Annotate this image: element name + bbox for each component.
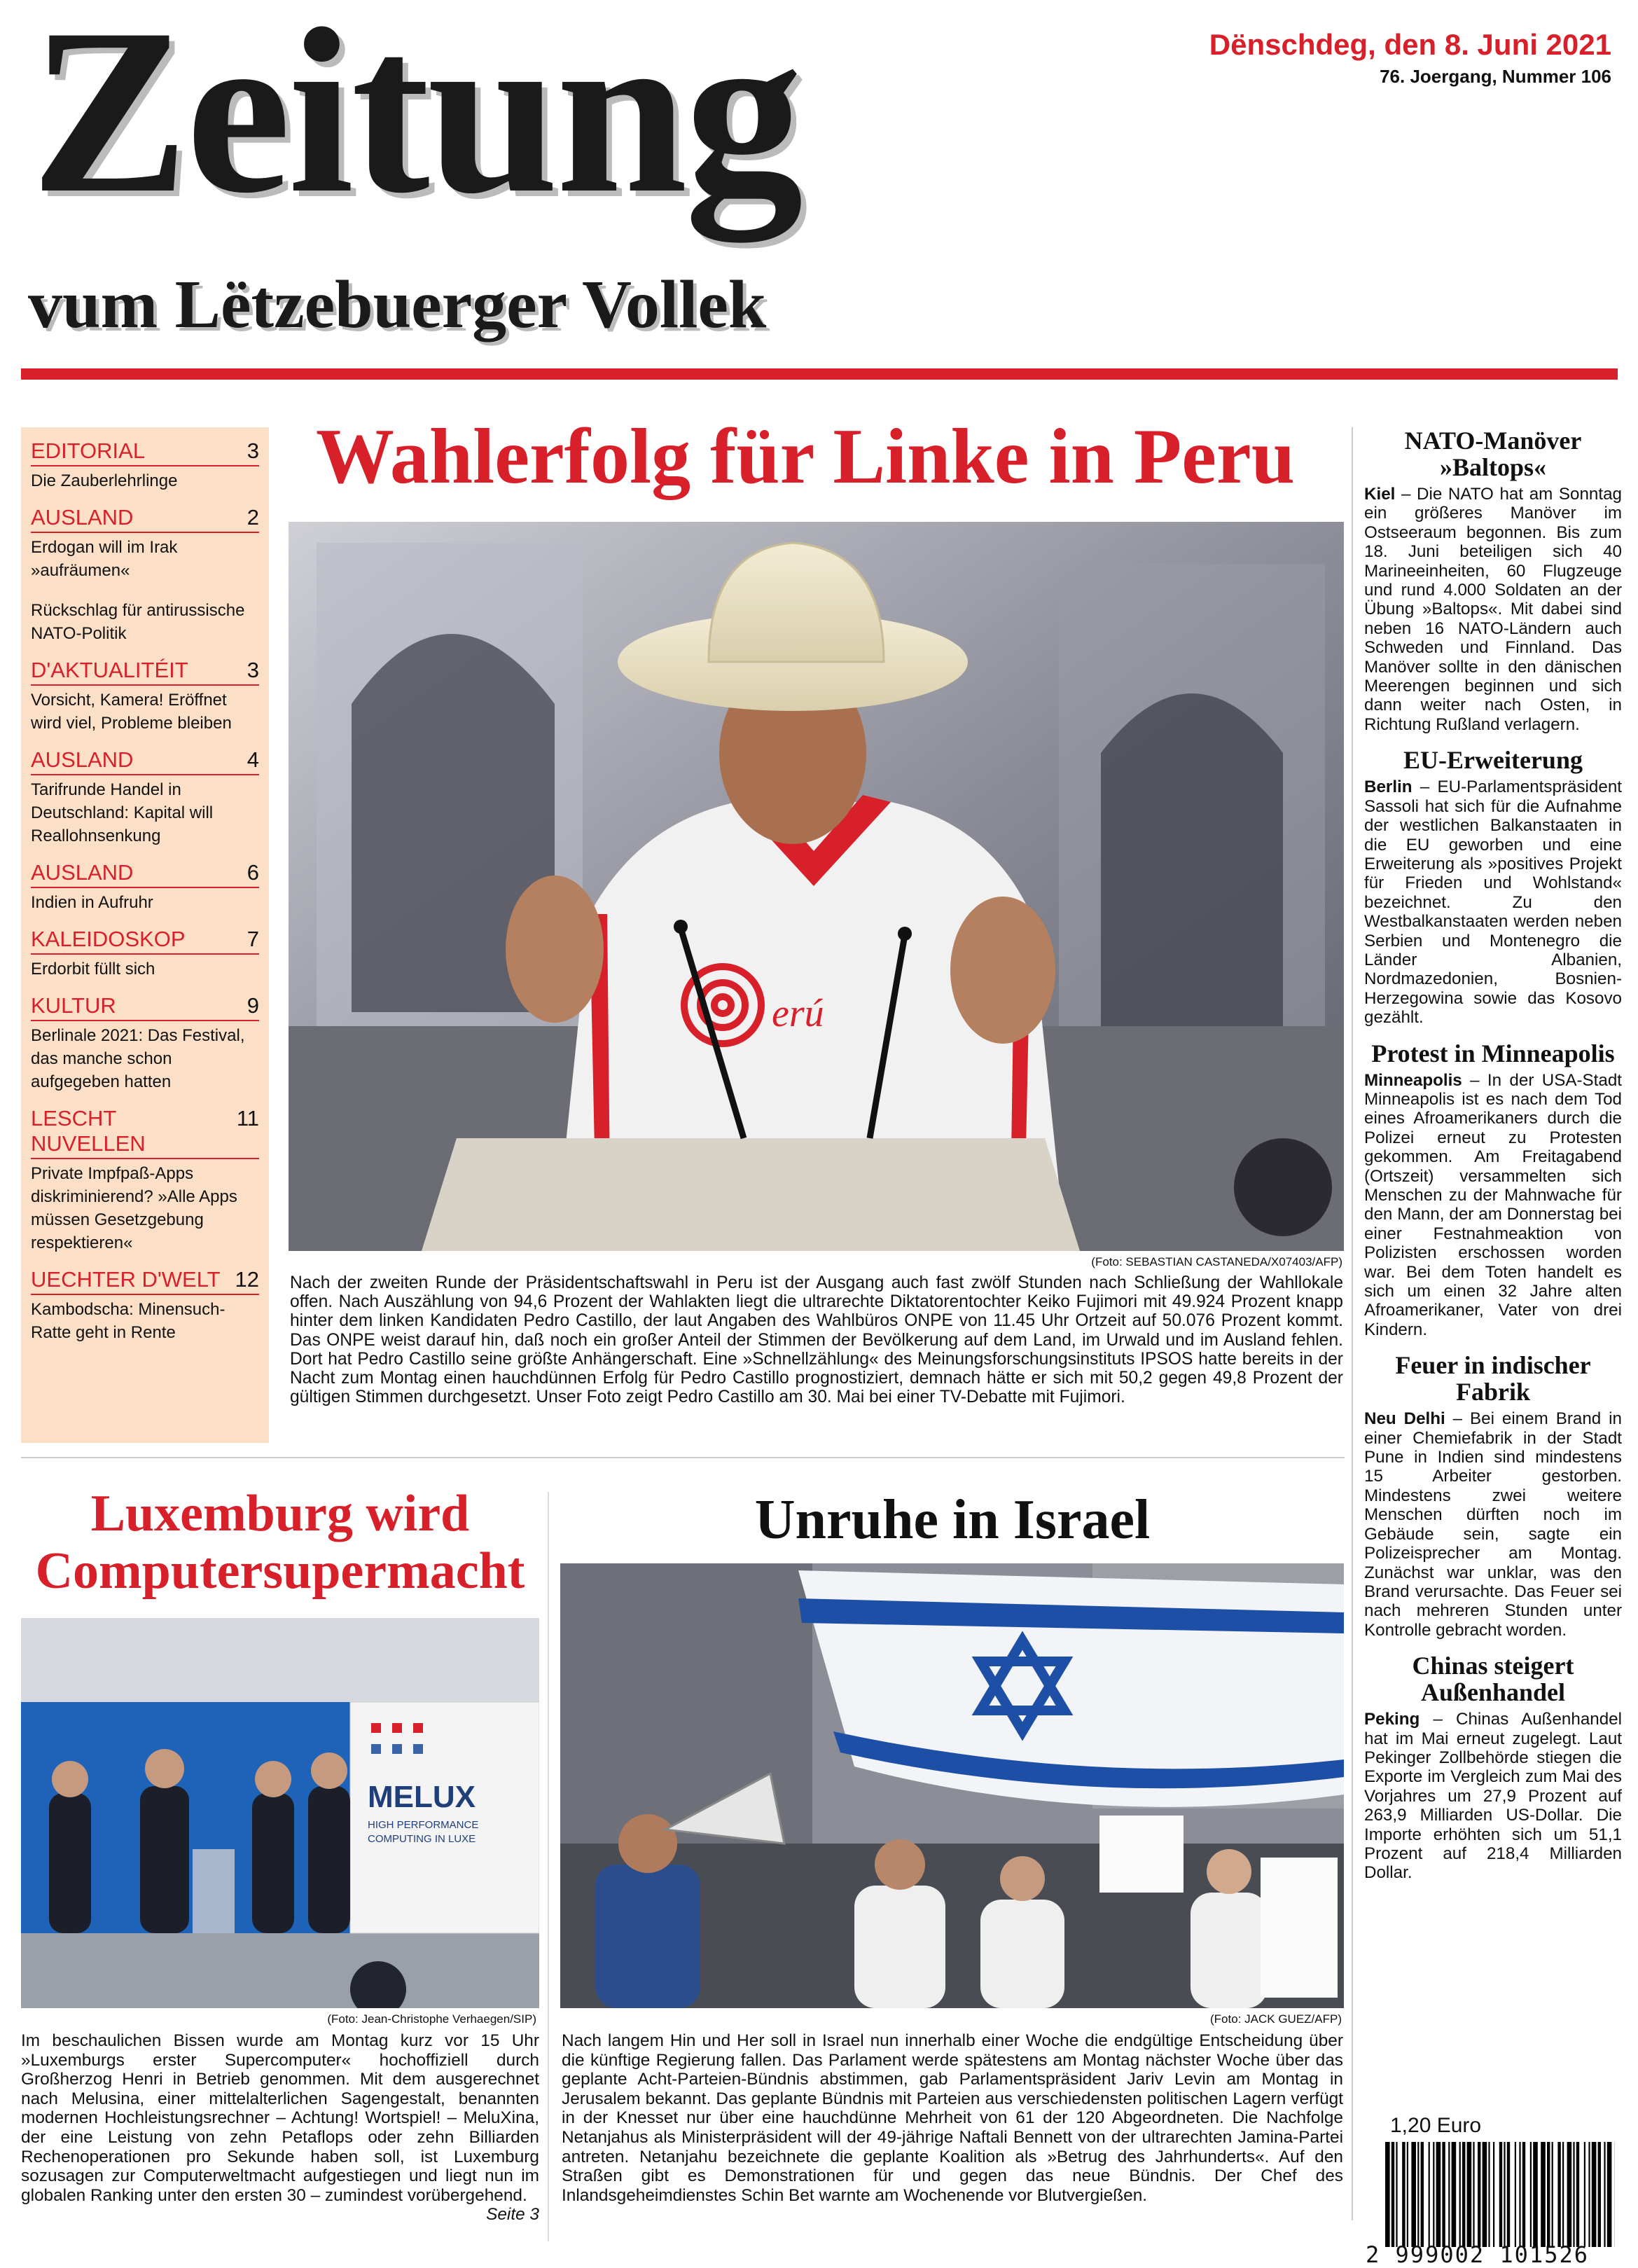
lux-article-text <box>21 2031 539 2225</box>
toc-item[interactable]: Rückschlag für antirussische NATO-Politik <box>31 599 259 645</box>
barcode-bar <box>1442 2142 1445 2247</box>
barcode-bar <box>1452 2142 1457 2247</box>
news-brief <box>1364 427 1622 734</box>
barcode-bar <box>1557 2142 1560 2247</box>
lead-headline[interactable]: Wahlerfolg für Linke in Peru <box>287 412 1324 502</box>
toc-item[interactable]: Die Zauberlehrlinge <box>31 469 259 492</box>
barcode-bar <box>1385 2142 1390 2247</box>
contents-sidebar <box>21 427 269 1443</box>
toc-section <box>31 1267 259 1344</box>
toc-section-heading[interactable] <box>31 927 259 955</box>
news-brief-title[interactable]: Protest in Minneapolis <box>1364 1040 1622 1067</box>
lead-photo[interactable] <box>289 522 1344 1251</box>
melux-sign-line2: COMPUTING IN LUXE <box>368 1833 476 1845</box>
news-brief-dateline: Kiel <box>1364 485 1395 504</box>
barcode-bar <box>1448 2142 1450 2247</box>
news-brief-body: – Die NATO hat am Sonntag ein größeres Manöver im Ostseeraum begonnen. Bis zum 18. Juni beteiligen sich 40 Marineeinheiten, 60 Flugzeuge und rund 4.000 Soldaten an der Übung »Baltops«. Mit dabei sind neben 16 NATO-Ländern auch Schweden und Finnland. Das Manöver sollte in den dänischen Meerengen beginnen und sich dann weiter nach Osten, in Richtung Rußland verlagern. <box>1364 485 1622 734</box>
toc-section <box>31 860 259 914</box>
barcode-bar <box>1433 2142 1434 2247</box>
section-divider <box>21 1457 1345 1458</box>
barcode-bar <box>1391 2142 1394 2247</box>
barcode-bar <box>1459 2142 1461 2247</box>
jacket-text: erú <box>772 992 824 1035</box>
news-brief-body: – Bei einem Brand in einer Chemiefabrik in der Stadt Pune in Indien sind mindestens 15 Arbeiter gestorben. Mindestens zwei weitere Menschen dürften noch im Gebäude sein, sagte ein Polizeisprecher am Montag. Zunächst war unklar, was den Brand verursachte. Das Feuer sei nach mehreren Stunden unter Kontrolle gebracht worden. <box>1364 1409 1622 1639</box>
news-brief-dateline: Peking <box>1364 1710 1420 1729</box>
toc-page-number: 9 <box>247 993 259 1018</box>
toc-section <box>31 658 259 735</box>
briefs-column-rule <box>1352 427 1353 2220</box>
news-brief-body: – Chinas Außenhandel hat im Mai erneut zugelegt. Laut Pekinger Zollbehörde stiegen die Exporte im Vergleich zum Mai des Vorjahres um 27,9 Prozent auf 263,9 Milliarden US-Dollar. Die Importe erhöhten sich um 51,1 Prozent auf 218,4 Milliarden Dollar. <box>1364 1710 1622 1882</box>
israel-headline[interactable]: Unruhe in Israel <box>560 1488 1345 1551</box>
toc-section-title: AUSLAND <box>31 505 133 530</box>
melux-sign-title: MELUX <box>368 1780 476 1814</box>
toc-section-heading[interactable] <box>31 438 259 466</box>
barcode-bar <box>1493 2142 1494 2247</box>
column-divider <box>548 1492 549 2241</box>
toc-section-heading[interactable] <box>31 747 259 775</box>
lux-page-ref[interactable]: Seite 3 <box>486 2205 539 2225</box>
israel-article-text: Nach langem Hin und Her soll in Israel nun innerhalb einer Woche die endgültige Entscheidung über die künftige Regierung fallen. Das Parlament werde spätestens am Montag nächster Woche über das geplante Acht-Parteien-Bündnis abstimmen, gab Parlamentspräsident Jariv Levin am Montag in Jerusalem bekannt. Das geplante Bündnis mit Parteien aus verschiedensten politischen Lagern verfügt in der Knesset nur über eine hauchdünne Mehrheit von 61 der 120 Abgeordneten. Die Nachfolge Netanjahus als Ministerpräsident will der 49-jährige Naftali Bennett von der ultrarechten Jamina-Partei antreten. Netanjahu bezeichnete die geplante Koalition als »Betrug des Jahrhunderts«. Auf den Straßen gibt es Demonstrationen für und gegen das neue Bündnis. Der Chef des Inlandsgeheimdienstes Schin Bet warnte am Wochenende vor Blutvergießen. <box>562 2031 1343 2205</box>
toc-page-number: 3 <box>247 438 259 464</box>
lux-photo-credit: (Foto: Jean-Christophe Verhaegen/SIP) <box>21 2012 536 2026</box>
barcode-bar <box>1547 2142 1550 2247</box>
news-brief <box>1364 747 1622 1027</box>
toc-page-number: 12 <box>235 1267 259 1292</box>
lux-headline[interactable]: Luxemburg wird Computersupermacht <box>21 1485 539 1600</box>
news-brief-body: – In der USA-Stadt Minneapolis ist es nach dem Tod eines Afroamerikaners durch die Polizei erneut zu Protesten gekommen. Am Freitagabend (Ortszeit) versammelten sich Menschen zu der Mahnwache für den Mann, der am Donnerstag bei einer Festnahmeaktion von Polizisten erschossen worden war. Bei dem Toten handelt es sich um einen 32 Jahre alten Afroamerikaner, Vater von drei Kindern. <box>1364 1071 1622 1339</box>
barcode-bar <box>1467 2142 1472 2247</box>
melux-sign-line1: HIGH PERFORMANCE <box>368 1819 478 1831</box>
toc-section-heading[interactable] <box>31 1267 259 1295</box>
barcode-bar <box>1598 2142 1601 2247</box>
barcode-bar <box>1504 2142 1505 2247</box>
lead-photo-image <box>289 522 1344 1251</box>
barcode-bar <box>1417 2142 1419 2247</box>
barcode-bar <box>1533 2142 1538 2247</box>
news-brief-title[interactable]: Feuer in indischer Fabrik <box>1364 1352 1622 1405</box>
news-brief-text <box>1364 1710 1622 1883</box>
barcode-bar <box>1483 2142 1487 2247</box>
toc-section-heading[interactable] <box>31 860 259 888</box>
toc-item[interactable]: Indien in Aufruhr <box>31 891 259 914</box>
barcode-bar <box>1421 2142 1424 2247</box>
barcode-bar <box>1478 2142 1480 2247</box>
toc-item[interactable]: Kambodscha: Minensuch-Ratte geht in Rente <box>31 1298 259 1344</box>
barcode-bar <box>1402 2142 1405 2247</box>
toc-page-number: 7 <box>247 927 259 952</box>
toc-section-heading[interactable] <box>31 993 259 1021</box>
toc-section-title: AUSLAND <box>31 860 133 885</box>
masthead-title: Zeitung <box>31 0 800 230</box>
barcode-bar <box>1396 2142 1397 2247</box>
lux-photo[interactable] <box>21 1618 539 2008</box>
barcode-digits: 2 999002 101526 <box>1366 2241 1618 2268</box>
news-brief-title[interactable]: Chinas steigert Außenhandel <box>1364 1652 1622 1706</box>
news-brief-text <box>1364 1071 1622 1340</box>
news-brief-title[interactable]: NATO-Manöver »Baltops« <box>1364 427 1622 480</box>
masthead-subtitle: vum Lëtzebuerger Vollek <box>28 270 766 339</box>
toc-section-title: D'AKTUALITÉIT <box>31 658 188 683</box>
barcode-bar <box>1411 2142 1416 2247</box>
toc-section-title: UECHTER D'WELT <box>31 1267 221 1292</box>
toc-section-heading[interactable] <box>31 658 259 686</box>
barcode-bar <box>1407 2142 1408 2247</box>
barcode-bar <box>1552 2142 1553 2247</box>
toc-section <box>31 1106 259 1254</box>
toc-section <box>31 927 259 981</box>
barcode-bar <box>1588 2142 1590 2247</box>
barcode-bar <box>1530 2142 1532 2247</box>
toc-section-title: EDITORIAL <box>31 438 145 464</box>
toc-page-number: 4 <box>247 747 259 773</box>
barcode-bar <box>1473 2142 1474 2247</box>
lead-photo-credit: (Foto: SEBASTIAN CASTANEDA/X07403/AFP) <box>289 1255 1342 1269</box>
toc-section <box>31 438 259 492</box>
barcode-bar <box>1429 2142 1430 2247</box>
barcode-bar <box>1541 2142 1546 2247</box>
barcode-bar <box>1604 2142 1605 2247</box>
barcode-bar <box>1436 2142 1441 2247</box>
toc-section-heading[interactable] <box>31 505 259 533</box>
masthead-divider <box>21 368 1618 380</box>
toc-page-number: 2 <box>247 505 259 530</box>
news-brief <box>1364 1040 1622 1340</box>
toc-section-title: KULTUR <box>31 993 116 1018</box>
barcode-bar <box>1515 2142 1516 2247</box>
barcode-bar <box>1576 2142 1579 2247</box>
barcode-bar <box>1499 2142 1502 2247</box>
lead-article-text: Nach der zweiten Runde der Präsidentschaftswahl in Peru ist der Ausgang auch fast zwölf Stunden nach Schließung der Wahllokale offen. Nach Auszählung von 94,6 Prozent der Wahlakten liegt die ultrarechte Diktatorentochter Keiko Fujimori mit 49.924 Prozent knapp hinter dem linken Kandidaten Pedro Castillo, der laut Angaben des Wahlbüros ONPE von 11.45 Uhr Ortzeit auf 50.076 Prozent kommt. Das ONPE weist darauf hin, daß noch ein großer Anteil der Stimmen der Bevölkerung auf dem Land, im Urwald und im Ausland fehlen. Dort hat Pedro Castillo seine größte Anhängerschaft. Eine »Schnellzählung« des Meinungsforschungsinstituts IPSOS hatte bereits in der Nacht zum Montag einen hauchdünnen Erfolg für Pedro Castillo prognostiziert, demnach hätte er sich mit 50,2 gegen 49,8 Prozent der gültigen Stimmen durchgesetzt. Unser Foto zeigt Pedro Castillo am 30. Mai bei einer TV-Debatte mit Fujimori. <box>290 1273 1343 1406</box>
barcode-bar <box>1584 2142 1585 2247</box>
toc-page-number: 11 <box>237 1106 259 1156</box>
toc-section-title: LESCHT NUVELLEN <box>31 1106 237 1156</box>
toc-item[interactable]: Erdogan will im Irak »aufräumen« <box>31 536 259 582</box>
news-brief-body: – EU-Parlamentspräsident Sassoli hat sich für die Aufnahme der westlichen Balkanstaaten in die EU geworben und eine Erweiterung als »positives Projekt für Frieden und Wohlstand« bezeichnet. Zu den Westbalkanstaaten werden neben Serbien und Montenegro die Länder Albanien, Nordmazedonien, Bosnien-Herzegowina sowie das Kosovo gezählt. <box>1364 777 1622 1027</box>
toc-section-title: AUSLAND <box>31 747 133 773</box>
toc-item[interactable]: Erdorbit füllt sich <box>31 957 259 981</box>
toc-page-number: 6 <box>247 860 259 885</box>
israel-photo-image <box>560 1563 1344 2008</box>
cover-price: 1,20 Euro <box>1390 2114 1481 2138</box>
israel-photo[interactable] <box>560 1563 1344 2008</box>
news-brief-title[interactable]: EU-Erweiterung <box>1364 747 1622 773</box>
barcode-bar <box>1592 2142 1597 2247</box>
barcode-bar <box>1573 2142 1574 2247</box>
barcode-bar <box>1562 2142 1564 2247</box>
barcode-bar <box>1567 2142 1572 2247</box>
news-brief-dateline: Neu Delhi <box>1364 1409 1445 1428</box>
barcode-bar <box>1488 2142 1490 2247</box>
lux-body: Im beschaulichen Bissen wurde am Montag kurz vor 15 Uhr »Luxemburgs erster Supercomputer« hochoffiziell durch Großherzog Henri in Betrieb genommen. Mit dem ausgerechnet nach Melusina, einer mittelalterlichen Sagengestalt, benannten modernen Hochleistungsrechner – Achtung! Wortspiel! – MeluXina, der eine Leistung von zehn Petaflops oder zehn Billiarden Rechenoperationen pro Sekunde haben soll, ist Luxemburg sozusagen zur Computerweltmacht aufgestiegen und liegt nun im globalen Ranking unter den ersten 30 – zumindest vorübergehend. <box>21 2031 539 2205</box>
israel-photo-credit: (Foto: JACK GUEZ/AFP) <box>560 2012 1342 2026</box>
lux-photo-image <box>21 1618 539 2008</box>
news-brief <box>1364 1352 1622 1640</box>
news-brief-dateline: Minneapolis <box>1364 1071 1462 1090</box>
barcode-bar <box>1522 2142 1525 2247</box>
toc-section <box>31 747 259 848</box>
news-brief-text <box>1364 485 1622 734</box>
toc-item[interactable]: Berlinale 2021: Das Festival, das manche schon aufgegeben hatten <box>31 1024 259 1093</box>
issue-date: Dënschdeg, den 8. Juni 2021 <box>1209 28 1611 62</box>
toc-item[interactable]: Tarifrunde Handel in Deutschland: Kapital will Reallohnsenkung <box>31 778 259 848</box>
toc-page-number: 3 <box>247 658 259 683</box>
toc-section <box>31 993 259 1093</box>
news-brief <box>1364 1652 1622 1883</box>
barcode-bar <box>1607 2142 1612 2247</box>
news-brief-text <box>1364 777 1622 1027</box>
toc-section-title: KALEIDOSKOP <box>31 927 186 952</box>
barcode-bar <box>1507 2142 1510 2247</box>
toc-item[interactable]: Vorsicht, Kamera! Eröffnet wird viel, Probleme bleiben <box>31 689 259 735</box>
toc-section <box>31 505 259 645</box>
barcode <box>1385 2142 1615 2247</box>
toc-item[interactable]: Private Impfpaß-Apps diskriminierend? »Alle Apps müssen Gesetzgebung respektieren« <box>31 1162 259 1254</box>
barcode-bar <box>1519 2142 1520 2247</box>
news-brief-dateline: Berlin <box>1364 777 1413 796</box>
barcode-bar <box>1462 2142 1465 2247</box>
news-brief-text <box>1364 1409 1622 1640</box>
issue-number: 76. Joergang, Nummer 106 <box>1380 66 1611 88</box>
news-briefs-column <box>1364 427 1622 1895</box>
toc-section-heading[interactable] <box>31 1106 259 1159</box>
